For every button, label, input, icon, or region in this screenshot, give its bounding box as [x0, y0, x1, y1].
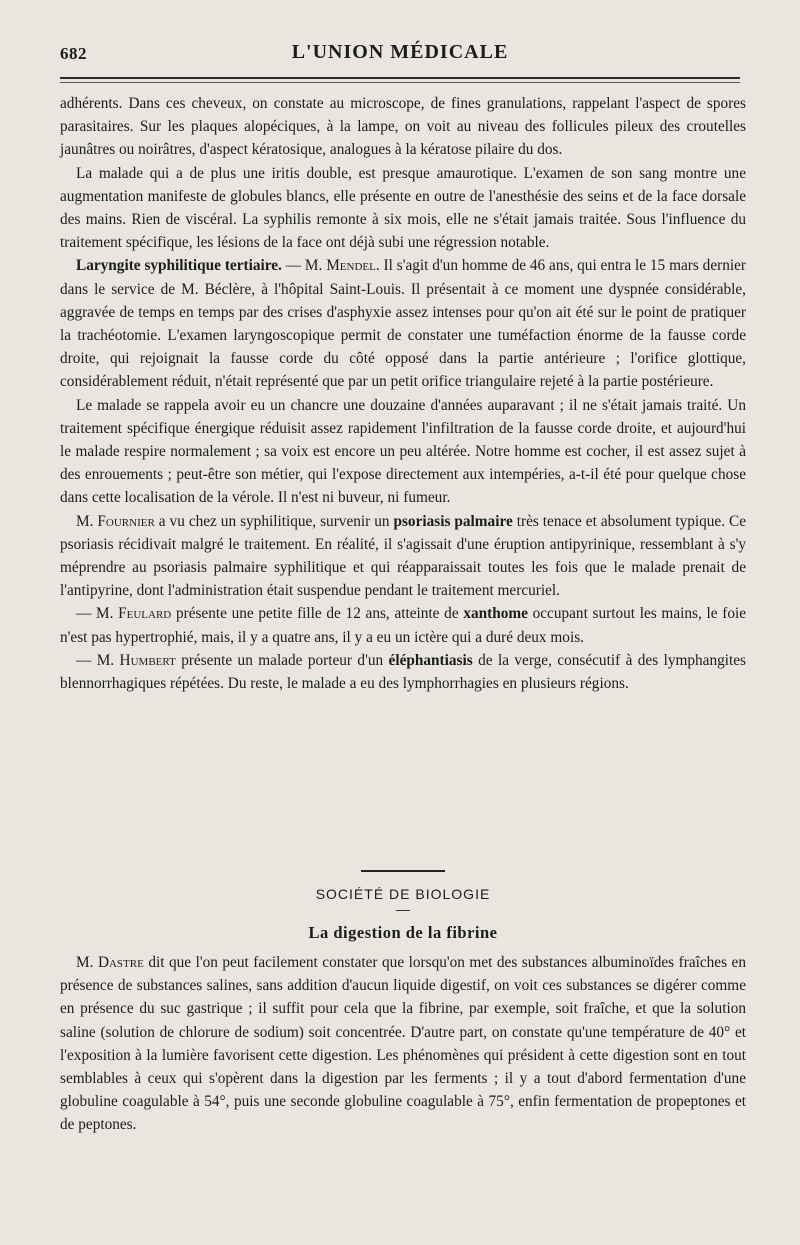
paragraph-text: de la verge, consécutif à des lymphangites blennorrhagiques répétées. Du reste, le malade a eu des lymphorrhagies en plusieurs régions.: [60, 651, 746, 693]
author-name: Feulard: [118, 605, 172, 623]
section-text: [60, 951, 746, 1137]
case-term: éléphantiasis: [388, 651, 473, 669]
author-prefix: M.: [76, 954, 98, 971]
section-dash: [396, 910, 410, 911]
main-text: [60, 92, 746, 695]
author-name: Fournier: [97, 512, 155, 530]
page-header: [60, 36, 740, 76]
paragraph-fibrine: [60, 951, 746, 1137]
case-term: xanthome: [463, 605, 528, 623]
header-rule-thin: [60, 82, 740, 83]
paragraph-text: présente un malade porteur d'un: [175, 651, 389, 669]
page-number: 682: [60, 44, 87, 63]
author-prefix: — M.: [281, 257, 327, 275]
paragraph-elephantiasis: [60, 649, 746, 695]
author-prefix: — M.: [76, 651, 120, 669]
section-rule: [361, 870, 445, 872]
case-title: Laryngite syphilitique tertiaire.: [76, 257, 282, 275]
running-title: L'UNION MÉDICALE: [291, 41, 509, 63]
article-title: La digestion de la fibrine: [308, 923, 498, 942]
author-name: Dastre: [97, 954, 144, 971]
paragraph-laryngite: [60, 254, 746, 393]
paragraph-continuation: adhérents. Dans ces cheveux, on constate au microscope, de fines granulations, rappelant l'aspect de spores parasitaires. Sur les plaques alopéciques, à la lampe, on voit au niveau des follicules pileux des croutelles jaunâtres ou noirâtres, d'aspect kératosique, analogues à la kératose pilaire du dos.: [60, 95, 746, 159]
paragraph-text: a vu chez un syphilitique, survenir un: [154, 512, 394, 530]
author-prefix: — M.: [76, 605, 119, 623]
author-name: Humbert: [119, 651, 176, 669]
author-name: Mendel: [326, 257, 376, 275]
author-prefix: M.: [76, 512, 98, 530]
paragraph-text: dit que l'on peut facilement constater que lorsqu'on met des substances albuminoïdes fraîches en présence de substances salines, sans addition d'aucun liquide digestif, on voit ces substances se digérer comme en présence du suc gastrique ; il suffit pour cela que la fibrine, par exemple, soit fraîche, et que la solution saline (solution de chlorure de sodium) soit concentrée. D'autre part, on constate qu'une température de 40° et l'exposition à la lumière favorisent cette digestion. Les phénomènes qui président à cette digestion sont en tout semblables à ceux qui s'opèrent dans la digestion par les ferments ; il y a tout d'abord fermentation d'une globuline coagulable à 54°, puis une seconde globuline coagulable à 75°, enfin fermentation de propeptones et de peptones.: [60, 954, 746, 1134]
paragraph-chancre: Le malade se rappela avoir eu un chancre une douzaine d'années auparavant ; il ne s'était jamais traité. Un traitement spécifique énergique réduisit assez rapidement l'infiltration de la fausse corde droite, et aujourd'hui le malade respire normalement ; sa voix est encore un peu altérée. Notre homme est cocher, il est assez sujet à des enrouements ; peut-être son métier, qui l'expose directement aux intempéries, a-t-il été pour quelque chose dans cette localisation de la vérole. Il n'est ni buveur, ni fumeur.: [60, 396, 746, 507]
section-title: SOCIÉTÉ DE BIOLOGIE: [315, 886, 491, 902]
paragraph-text: présente une petite fille de 12 ans, atteinte de: [171, 605, 464, 623]
case-term: psoriasis palmaire: [393, 512, 513, 530]
paragraph-text: très tenace et absolument typique. Ce psoriasis récidivait malgré le traitement. En réalité, il s'agissait d'une éruption antipyrinique, ressemblant à s'y méprendre au psoriasis palmaire syphilitique et qui réapparaissait toutes les fois que le malade prenait de l'antipyrine, dont l'administration était suspendue pendant le traitement mercuriel.: [60, 512, 746, 600]
paragraph-xanthome: [60, 602, 746, 648]
paragraph-text: . Il s'agit d'un homme de 46 ans, qui entra le 15 mars dernier dans le service de M. Béclère, à l'hôpital Saint-Louis. Il présentait à ce moment une dyspnée considérable, aggravée de temps en temps par des crises d'asphyxie assez intenses pour qu'on ait été sur le point de pratiquer la trachéotomie. L'examen laryngoscopique permit de constater une tuméfaction énorme de la fausse corde droite, qui rejoignait la fausse corde du côté opposé dans la partie antérieure ; l'orifice glottique, considérablement réduit, n'était représenté que par un petit orifice triangulaire rejeté à la partie postérieure.: [60, 257, 746, 391]
section-societe-de-biologie: [60, 870, 746, 1137]
paragraph-iritis: La malade qui a de plus une iritis double, est presque amaurotique. L'examen de son sang montre une augmentation manifeste de globules blancs, elle présente en outre de l'anesthésie des seins et de la face dorsale des mains. Rien de viscéral. La syphilis remonte à six mois, elle ne s'était jamais traitée. Sous l'influence du traitement spécifique, les lésions de la face ont déjà subi une régression notable.: [60, 164, 746, 252]
header-rule: [60, 77, 740, 79]
paragraph-text: occupant surtout les mains, le foie n'est pas hypertrophié, mais, il y a quatre ans, il y a eu un ictère qui a duré deux mois.: [60, 605, 747, 646]
paragraph-psoriasis: [60, 510, 746, 603]
